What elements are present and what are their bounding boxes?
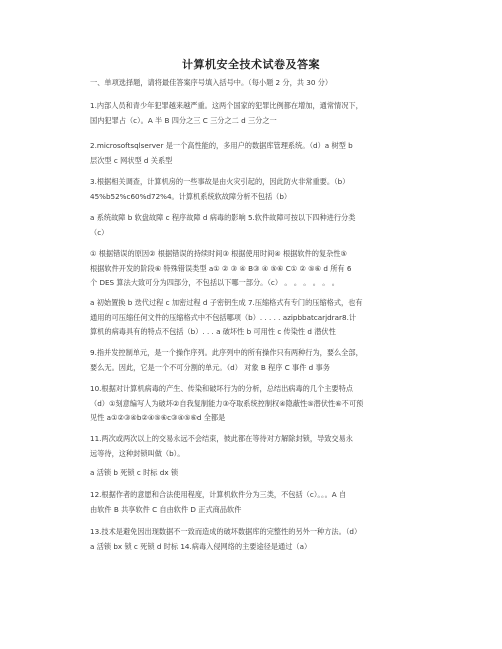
- question-12-line-2: 由软件 B 共享软件 C 自由软件 D 正式商品软件: [90, 504, 242, 514]
- question-6-line-2: 通用的可压缩任何文件的压缩格式中不包括哪项（b）. . . . . azipbbatcarjdrar8.计: [90, 312, 357, 322]
- question-13: [90, 525, 425, 554]
- question-1-line-1: 1.内部人员和青少年犯罪越来越严重。这两个国家的犯罪比例都在增加，通常情况下，: [90, 101, 363, 110]
- document-title: 计算机安全技术试卷及答案: [182, 58, 320, 71]
- question-9-line-1: 9.指并发控制单元，是一个操作序列。此序列中的所有操作只有两种行为，要么全部，: [90, 348, 363, 357]
- question-10-line-2: （d）①刻意编写人为破坏②自我复制能力③夺取系统控制权④隐蔽性⑤潜伏性⑥不可预: [90, 398, 364, 408]
- question-3-line-2: 45%b52%c60%d72%4。计算机系统软故障分析不包括（b）: [90, 191, 292, 201]
- question-5-line-2: 根据软件开发的阶段⑥ 特殊错误类型 a① ② ③ ④ B③ ④ ⑤⑥ C① ② ⑤⑥ d 所有 6: [90, 263, 352, 273]
- instructions-line: 一、单项选择题，请将最佳答案序号填入括号中。（每小题 2 分，共 30 分）: [90, 78, 333, 87]
- question-6-line-1: a 初始置换 b 迭代过程 c 加密过程 d 子密钥生成 7.压缩格式有专门的压缩格式，也有: [90, 298, 363, 307]
- question-13-line-2: a 活锁 bx 锁 c 死锁 d 时标 14.病毒入侵网络的主要途径是通过（a）: [90, 541, 312, 551]
- question-11-line-1: 11.两次或两次以上的交易永远不会结束，彼此都在等待对方解除封锁，导致交易永: [90, 434, 353, 443]
- question-10-line-3: 见性 a①②③④b②④⑤⑥c③④⑤⑥d 全都是: [90, 413, 226, 422]
- question-9-line-2: 要么无。因此，它是一个不可分割的单元。（d） 对象 B 程序 C 事件 d 事务: [90, 362, 330, 372]
- instructions-paragraph: [90, 76, 425, 91]
- question-12-line-1: 12.根据作者的意愿和合法使用程度，计算机软件分为三类，不包括（c）。。。A 自: [90, 490, 347, 499]
- question-13-line-1: 13.技术是避免因出现数据不一致而造成的破坏数据库的完整性的另外一种方法。（d）: [90, 527, 362, 536]
- question-3: [90, 175, 425, 204]
- question-6: [90, 296, 425, 340]
- question-2: [90, 139, 425, 168]
- question-10-line-1: 10.根据对计算机病毒的产生、传染和破坏行为的分析，总结出病毒的几个主要特点: [90, 384, 353, 393]
- question-11-options: [90, 466, 425, 481]
- question-11: [90, 432, 425, 461]
- question-2-line-1: 2.microsoftsqlserver 是一个高性能的，多用户的数据库管理系统。（d）a 树型 b: [90, 141, 353, 150]
- question-4-line-2: （c）: [90, 227, 109, 237]
- question-5-line-1: ① 根据错误的原因② 根据错误的持续时间③ 根据使用时间④ 根据软件的复杂性⑤: [90, 249, 347, 258]
- question-11-line-2: 远等待，这种封锁叫做（b）。: [90, 448, 185, 458]
- question-1: [90, 99, 425, 128]
- question-1-line-2: 国内犯罪占（c）。A 半 B 四分之三 C 三分之二 d 三分之一: [90, 115, 277, 125]
- question-5-line-3: 个 DES 算法大致可分为四部分，不包括以下哪一部分。（c） 。 。 。 。 。 。: [90, 278, 339, 287]
- question-4-line-1: a 系统故障 b 软盘故障 c 程序故障 d 病毒的影响 5.软件故障可按以下四种进行分类: [90, 213, 356, 222]
- question-10: [90, 382, 425, 426]
- question-11-options-line: a 活锁 b 死锁 c 时标 dx 锁: [90, 468, 179, 477]
- question-12: [90, 488, 425, 517]
- question-9: [90, 346, 425, 375]
- question-6-line-3: 算机的病毒具有的特点不包括（b）. . . a 破坏性 b 可用性 c 传染性 d 潜伏性: [90, 327, 336, 336]
- question-3-line-1: 3.根据相关调查，计算机房的一些事故是由火灾引起的，因此防火非常重要。（b）: [90, 177, 350, 186]
- question-4: [90, 211, 425, 240]
- question-2-line-2: 层次型 c 网状型 d 关系型: [90, 155, 173, 165]
- question-5: [90, 247, 425, 291]
